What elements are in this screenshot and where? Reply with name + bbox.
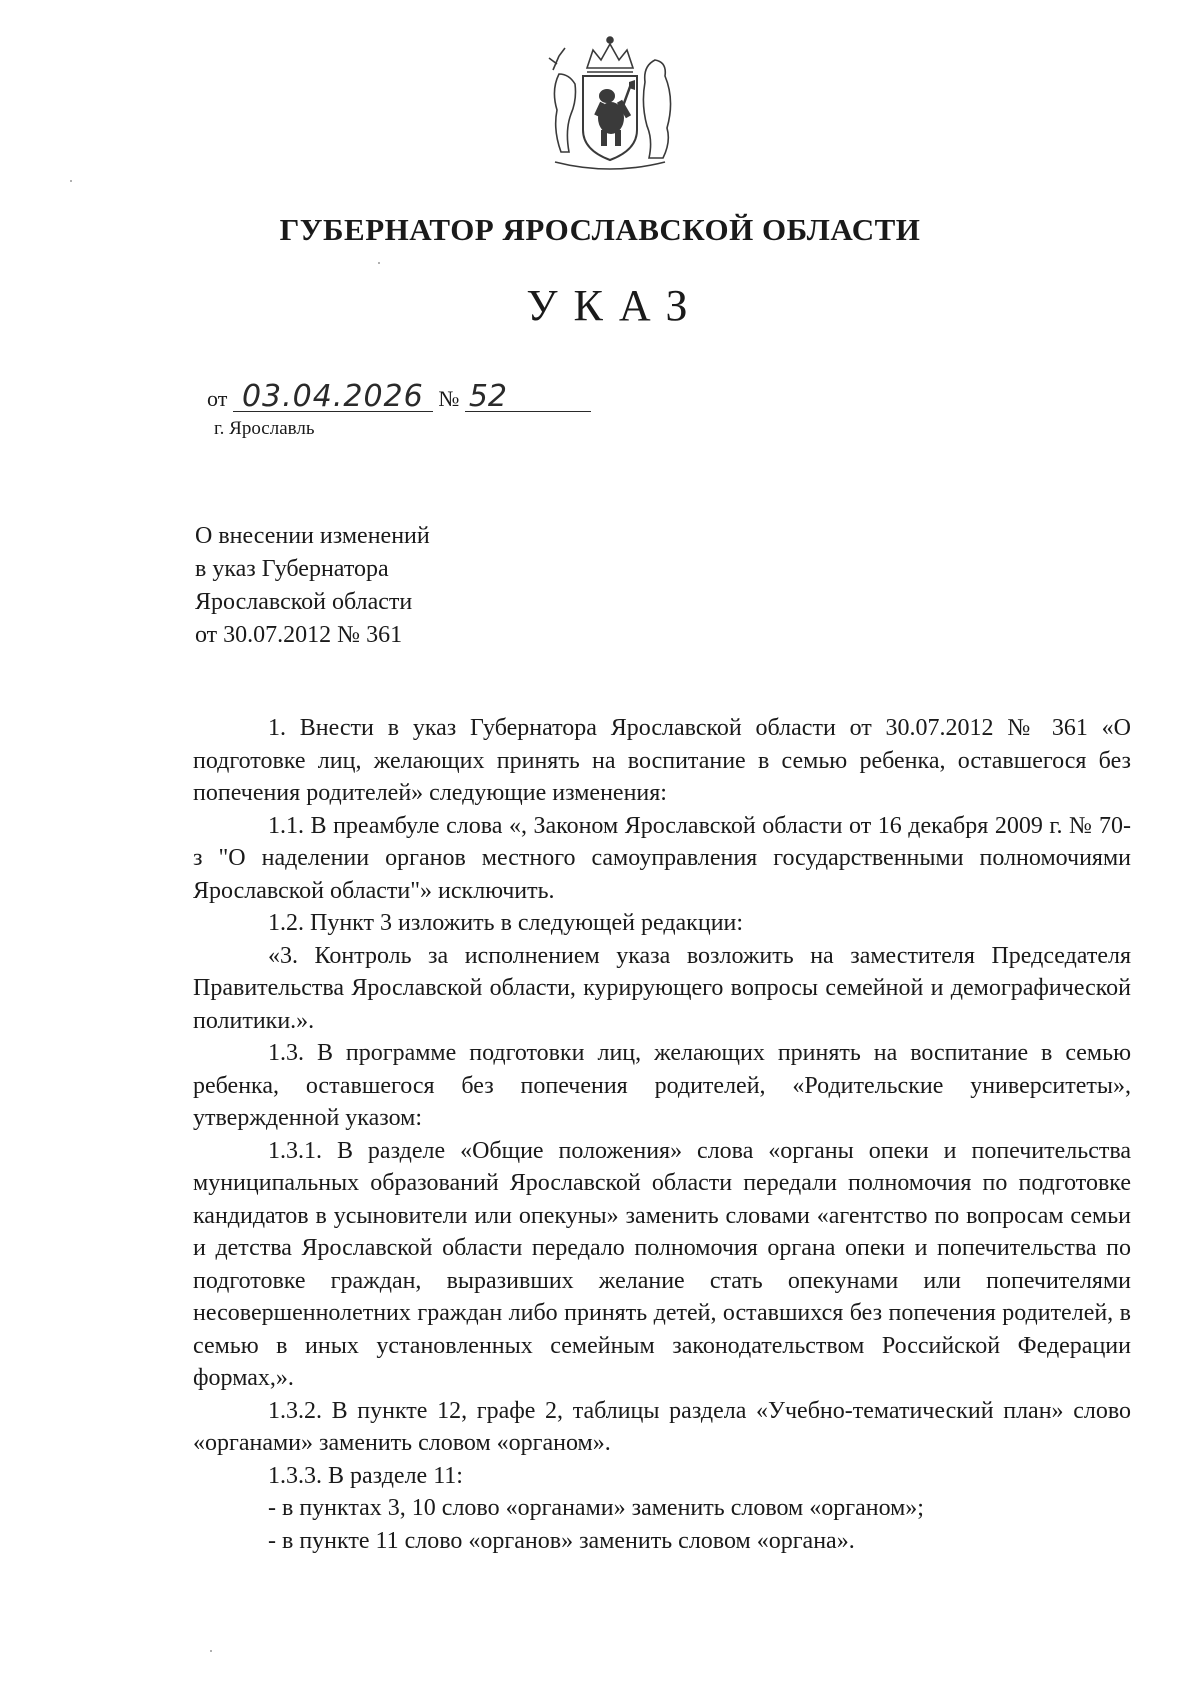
scan-speck <box>210 1650 212 1652</box>
handwritten-date: 03.04.2026 <box>233 383 433 412</box>
document-type-title: УКАЗ <box>526 281 704 330</box>
body-paragraph: 1.3. В программе подготовки лиц, желающих принять на воспитание в семью ребенка, оставшегося без попечения родителей, «Родительские университеты», утвержденной указом: <box>193 1040 1131 1131</box>
decree-body <box>193 712 1131 1557</box>
scan-speck <box>70 180 72 182</box>
body-paragraph: 1.1. В преамбуле слова «, Законом Ярославской области от 16 декабря 2009 г. № 70-з "О наделении органов местного самоуправления государственными полномочиями Ярославской области"» исключить. <box>193 812 1131 904</box>
subject-line: Ярославской области <box>195 589 413 615</box>
scan-speck <box>378 262 380 264</box>
body-paragraph: 1.2. Пункт 3 изложить в следующей редакции: <box>268 910 744 936</box>
body-paragraph: «3. Контроль за исполнением указа возложить на заместителя Председателя Правительства Ярославской области, курирующего вопросы семейной и демографической политики.». <box>193 942 1131 1034</box>
list-item: - в пунктах 3, 10 слово «органами» заменить словом «органом»; <box>268 1495 924 1521</box>
body-paragraph: 1.3.3. В разделе 11: <box>268 1462 463 1489</box>
body-paragraph: 1.3.2. В пункте 12, графе 2, таблицы раздела «Учебно-тематический план» слово «органами» заменить словом «органом». <box>193 1397 1131 1456</box>
subject-line: от 30.07.2012 № 361 <box>195 622 403 648</box>
body-paragraph: 1.3.1. В разделе «Общие положения» слова «органы опеки и попечительства муниципальных образований Ярославской области передали полномочия по подготовке кандидатов в усыновители или опекуны» заменить словами «агентство по вопросам семьи и детства Ярославской области передало полномочия органа опеки и попечительства по подготовке граждан, выразивших желание стать опекунами или попечителями несовершеннолетних граждан либо принять детей, оставшихся без попечения родителей, в семью в иных установленных семейным законодательством Российской Федерации формах,». <box>193 1137 1131 1391</box>
number-prefix: № <box>438 386 460 411</box>
subject-line: О внесении изменений <box>195 523 430 549</box>
handwritten-number: 52 <box>465 383 591 412</box>
date-prefix: от <box>207 386 228 411</box>
subject-block <box>195 520 430 652</box>
coat-of-arms-icon <box>535 30 685 180</box>
subject-line: в указ Губернатора <box>195 556 389 582</box>
body-paragraph: 1. Внести в указ Губернатора Ярославской области от 30.07.2012 № 361 «О подготовке лиц, желающих принять на воспитание в семью ребенка, оставшегося без попечения родителей» следующие изменения: <box>193 715 1131 806</box>
city-label: г. Ярославль <box>214 418 315 439</box>
authority-title: ГУБЕРНАТОР ЯРОСЛАВСКОЙ ОБЛАСТИ <box>279 212 921 247</box>
registration-line <box>207 379 591 414</box>
list-item: - в пункте 11 слово «органов» заменить словом «органа». <box>268 1527 855 1554</box>
